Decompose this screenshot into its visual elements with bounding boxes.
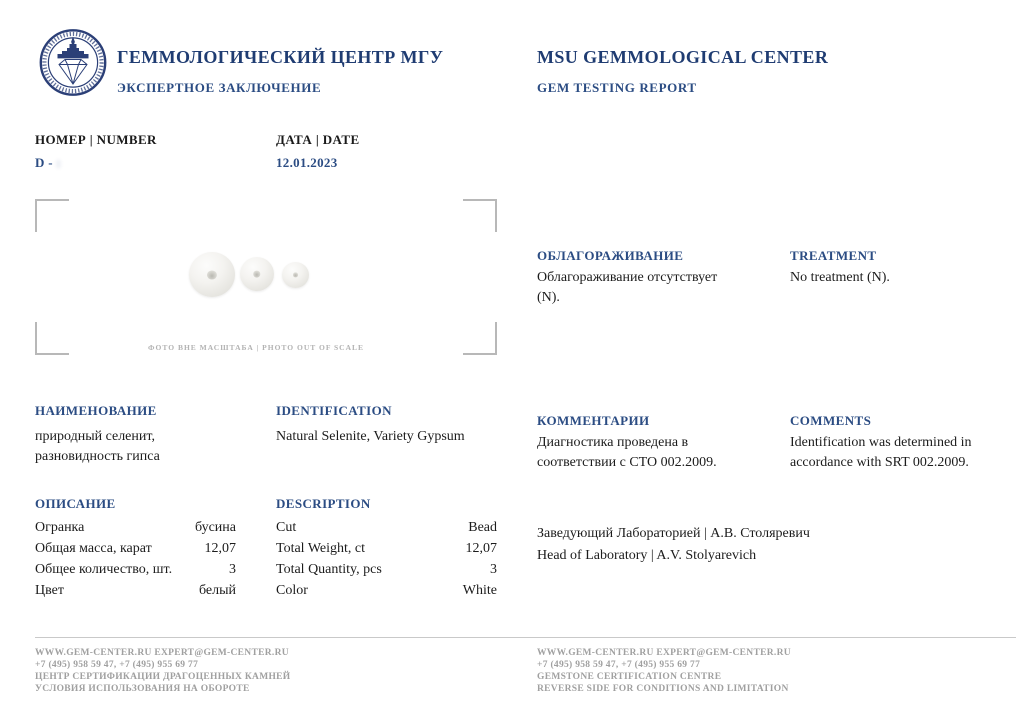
row-value-en: 3 <box>490 562 497 577</box>
photo-corner-mark <box>463 199 497 232</box>
msu-building-glyph <box>58 38 88 58</box>
row-label-ru: Общее количество, шт. <box>35 562 173 577</box>
row-value-en: Bead <box>468 520 497 535</box>
comments-text-en: Identification was determined in accordance with SRT 002.2009. <box>790 435 972 470</box>
bead-image-large <box>189 252 235 297</box>
identification-text-ru: природный селенит, разновидность гипса <box>35 429 160 464</box>
bead-hole <box>207 270 217 279</box>
description-row-weight <box>35 541 497 562</box>
number-label: НОМЕР | NUMBER <box>35 132 157 147</box>
description-row-quantity <box>35 562 497 583</box>
report-type-en: GEM TESTING REPORT <box>537 80 697 95</box>
comments-heading-en: COMMENTS <box>790 413 872 428</box>
comments-heading-ru: КОММЕНТАРИИ <box>537 413 650 428</box>
msu-seal-logo-icon <box>39 27 107 98</box>
row-value-ru: 12,07 <box>204 541 236 556</box>
photo-corner-mark <box>35 199 69 232</box>
photo-caption: ФОТО ВНЕ МАСШТАБА | PHOTO OUT OF SCALE <box>147 343 365 352</box>
treatment-text-ru: Облагораживание отсутствует (N). <box>537 270 718 305</box>
row-value-ru: 3 <box>229 562 236 577</box>
description-row-cut <box>35 520 497 541</box>
row-label-ru: Общая масса, карат <box>35 541 152 556</box>
identification-text-en: Natural Selenite, Variety Gypsum <box>276 429 465 444</box>
bead-hole <box>293 272 299 277</box>
footer-line: УСЛОВИЯ ИСПОЛЬЗОВАНИЯ НА ОБОРОТЕ <box>35 684 250 694</box>
treatment-text-en: No treatment (N). <box>790 270 890 285</box>
row-value-ru: бусина <box>194 520 236 535</box>
row-value-en: White <box>462 583 497 598</box>
row-label-en: Cut <box>276 520 297 535</box>
treatment-heading-ru: ОБЛАГОРАЖИВАНИЕ <box>537 248 684 263</box>
row-label-en: Total Weight, ct <box>276 541 366 556</box>
footer-line: REVERSE SIDE FOR CONDITIONS AND LIMITATION <box>537 684 789 694</box>
footer-line: ЦЕНТР СЕРТИФИКАЦИИ ДРАГОЦЕННЫХ КАМНЕЙ <box>35 672 291 682</box>
identification-heading-ru: НАИМЕНОВАНИЕ <box>35 403 157 418</box>
description-heading-ru: ОПИСАНИЕ <box>35 496 116 511</box>
bead-image-medium <box>240 257 274 291</box>
row-label-en: Total Quantity, pcs <box>276 562 382 577</box>
identification-heading-en: IDENTIFICATION <box>276 403 392 418</box>
comments-text-ru: Диагностика проведена в соответствии с СТО 002.2009. <box>537 435 717 470</box>
signature-en: Head of Laboratory | A.V. Stolyarevich <box>537 548 757 563</box>
report-type-ru: ЭКСПЕРТНОЕ ЗАКЛЮЧЕНИЕ <box>117 80 322 95</box>
row-value-en: 12,07 <box>465 541 497 556</box>
date-value: 12.01.2023 <box>276 155 338 170</box>
signature-block <box>537 523 810 567</box>
treatment-heading-en: TREATMENT <box>790 248 877 263</box>
description-heading-en: DESCRIPTION <box>276 496 371 511</box>
footer-line: +7 (495) 958 59 47, +7 (495) 955 69 77 <box>35 660 199 670</box>
row-label-en: Color <box>276 583 308 598</box>
row-value-ru: белый <box>198 583 236 598</box>
footer-line: GEMSTONE CERTIFICATION CENTRE <box>537 672 722 682</box>
footer-line: WWW.GEM-CENTER.RU EXPERT@GEM-CENTER.RU <box>35 648 289 658</box>
row-label-ru: Цвет <box>35 583 64 598</box>
specimen-photo-area <box>35 199 497 355</box>
redacted-number-fragment: : <box>52 155 62 170</box>
number-value: D - : <box>35 155 62 170</box>
footer-line: WWW.GEM-CENTER.RU EXPERT@GEM-CENTER.RU <box>537 648 791 658</box>
footer-divider <box>35 637 1016 638</box>
org-title-ru: ГЕММОЛОГИЧЕСКИЙ ЦЕНТР МГУ <box>117 47 444 67</box>
date-label: ДАТА | DATE <box>276 132 360 147</box>
row-label-ru: Огранка <box>35 520 85 535</box>
footer-line: +7 (495) 958 59 47, +7 (495) 955 69 77 <box>537 660 701 670</box>
signature-ru: Заведующий Лабораторией | А.В. Столяревич <box>537 526 810 541</box>
diamond-glyph <box>59 60 87 85</box>
footer-right <box>537 647 791 695</box>
bead-hole <box>253 271 260 278</box>
footer-left <box>35 647 291 695</box>
bead-image-small <box>282 262 309 288</box>
description-row-color <box>35 583 497 604</box>
org-title-en: MSU GEMMOLOGICAL CENTER <box>537 47 829 67</box>
